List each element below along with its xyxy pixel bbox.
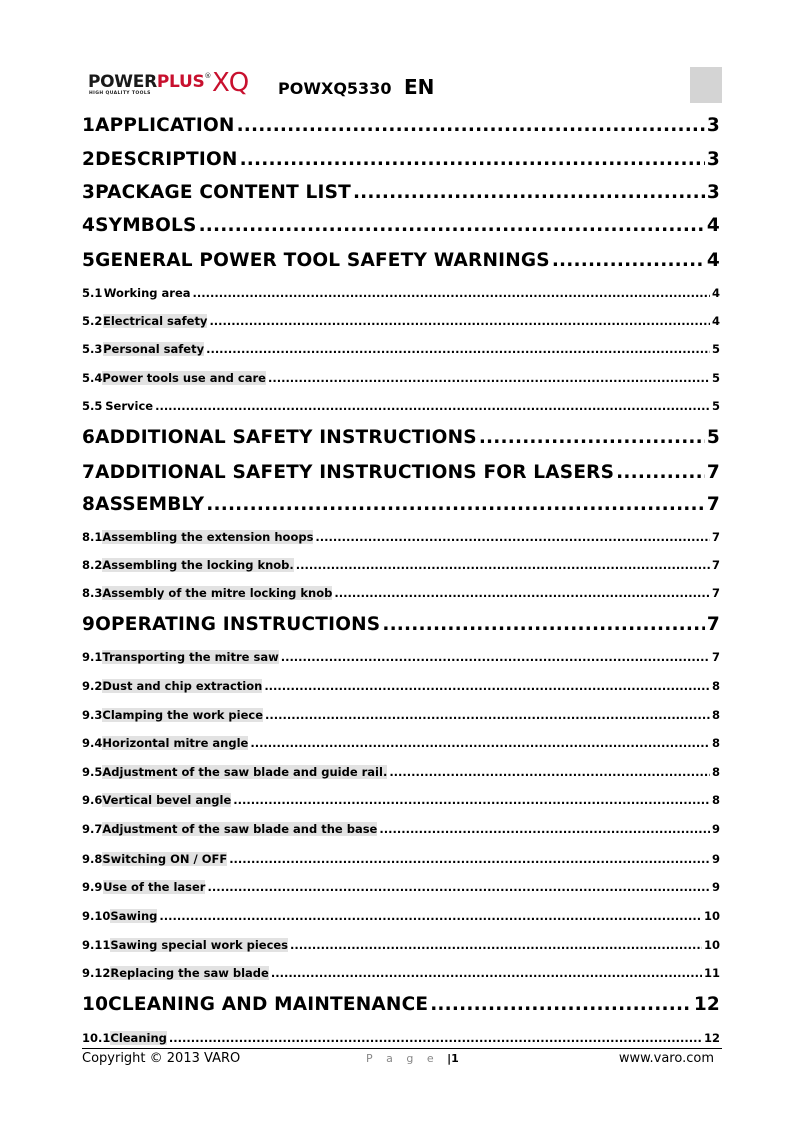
toc-entry-title: Assembling the locking knob. <box>102 558 294 572</box>
toc-dot-leader <box>268 371 710 385</box>
toc-entry-page: 8 <box>711 679 720 693</box>
page-indicator <box>366 1052 459 1065</box>
toc-dot-leader <box>290 938 702 952</box>
toc-entry[interactable] <box>82 614 720 635</box>
toc-entry-page: 3 <box>706 182 720 203</box>
toc-dot-leader <box>237 115 705 136</box>
toc-entry-title: Assembly of the mitre locking knob <box>102 586 333 600</box>
toc-entry-title: OPERATING INSTRUCTIONS <box>95 614 381 635</box>
toc-entry-title: GENERAL POWER TOOL SAFETY WARNINGS <box>95 250 550 271</box>
toc-dot-leader <box>250 736 710 750</box>
toc-entry-title: Replacing the saw blade <box>110 966 269 980</box>
toc-entry-number: 9.12 <box>82 966 111 980</box>
toc-entry[interactable] <box>82 530 720 544</box>
toc-entry-number: 4 <box>82 215 96 236</box>
toc-entry-title: Cleaning <box>110 1031 167 1045</box>
toc-entry-page: 11 <box>703 966 720 980</box>
toc-entry-number: 9.3 <box>82 708 103 722</box>
toc-entry-title: Sawing <box>110 909 158 923</box>
toc-entry-title: Electrical safety <box>102 314 208 328</box>
toc-entry[interactable] <box>82 215 720 236</box>
toc-entry[interactable] <box>82 462 720 483</box>
page-number: 1 <box>451 1052 459 1065</box>
toc-entry[interactable] <box>82 765 720 779</box>
toc-dot-leader <box>155 399 710 413</box>
toc-entry-number: 8.3 <box>82 586 103 600</box>
toc-entry-page: 8 <box>711 708 720 722</box>
toc-entry-title: SYMBOLS <box>95 215 197 236</box>
toc-entry[interactable] <box>82 736 720 750</box>
toc-entry-number: 10 <box>82 994 109 1015</box>
toc-entry-page: 4 <box>706 250 720 271</box>
toc-entry-number: 8.1 <box>82 530 103 544</box>
toc-dot-leader <box>382 614 705 635</box>
toc-dot-leader <box>334 586 710 600</box>
toc-dot-leader <box>552 250 705 271</box>
toc-entry-title: Sawing special work pieces <box>110 938 289 952</box>
toc-entry[interactable] <box>82 427 720 448</box>
toc-dot-leader <box>206 494 705 515</box>
logo-xq-text: XQ <box>212 68 249 98</box>
toc-entry[interactable] <box>82 314 720 328</box>
toc-entry-number: 9.5 <box>82 765 103 779</box>
header-gray-box <box>690 67 722 103</box>
toc-entry-number: 7 <box>82 462 96 483</box>
toc-dot-leader <box>353 182 705 203</box>
toc-entry[interactable] <box>82 149 720 170</box>
toc-entry-page: 7 <box>706 614 720 635</box>
toc-entry-title: Service <box>105 399 154 413</box>
toc-dot-leader <box>169 1031 702 1045</box>
toc-entry-number: 9.6 <box>82 793 103 807</box>
toc-dot-leader <box>315 530 710 544</box>
toc-entry[interactable] <box>82 909 720 923</box>
toc-entry-page: 7 <box>711 558 720 572</box>
toc-entry-number: 9.2 <box>82 679 103 693</box>
toc-entry-number: 6 <box>82 427 96 448</box>
website-url: www.varo.com <box>618 1051 714 1066</box>
toc-entry-page: 7 <box>711 530 720 544</box>
logo-power-text: POWER <box>88 72 157 92</box>
toc-entry-page: 5 <box>711 399 720 413</box>
toc-entry-page: 8 <box>711 736 720 750</box>
toc-entry-title: Horizontal mitre angle <box>102 736 249 750</box>
toc-entry-page: 9 <box>711 880 720 894</box>
toc-dot-leader <box>264 679 710 693</box>
toc-entry-number: 8.2 <box>82 558 103 572</box>
toc-entry-page: 3 <box>706 149 720 170</box>
toc-entry-number: 9.10 <box>82 909 111 923</box>
toc-entry-title: Dust and chip extraction <box>102 679 263 693</box>
toc-entry[interactable] <box>82 494 720 515</box>
toc-entry[interactable] <box>82 250 720 271</box>
toc-entry[interactable] <box>82 822 720 836</box>
toc-entry-page: 9 <box>711 822 720 836</box>
page-label: P a g e <box>366 1052 439 1065</box>
powerplus-logo: POWERPLUS® HIGH QUALITY TOOLS XQ <box>88 68 249 98</box>
toc-entry-title: Use of the laser <box>103 880 206 894</box>
toc-entry-number: 9.7 <box>82 822 103 836</box>
toc-entry-title: Transporting the mitre saw <box>102 650 279 664</box>
toc-entry-page: 7 <box>706 494 720 515</box>
toc-entry-number: 9.8 <box>82 852 103 866</box>
toc-entry-page: 10 <box>703 909 720 923</box>
toc-entry[interactable] <box>82 1031 720 1045</box>
toc-entry-number: 3 <box>82 182 96 203</box>
toc-dot-leader <box>389 765 710 779</box>
toc-entry-title: Switching ON / OFF <box>102 852 228 866</box>
toc-entry[interactable] <box>82 793 720 807</box>
toc-entry-number: 10.1 <box>82 1031 111 1045</box>
toc-entry-title: Adjustment of the saw blade and the base <box>102 822 378 836</box>
toc-dot-leader <box>430 994 692 1015</box>
toc-entry-page: 4 <box>711 286 720 300</box>
toc-entry[interactable] <box>82 558 720 572</box>
toc-entry-page: 7 <box>706 462 720 483</box>
model-number: POWXQ5330 <box>278 79 392 98</box>
toc-dot-leader <box>240 149 705 170</box>
toc-entry-page: 8 <box>711 765 720 779</box>
toc-entry-page: 5 <box>711 342 720 356</box>
toc-entry-title: APPLICATION <box>95 115 235 136</box>
toc-dot-leader <box>281 650 710 664</box>
language-code: EN <box>404 75 435 99</box>
toc-entry-title: Vertical bevel angle <box>102 793 232 807</box>
toc-entry-title: Assembling the extension hoops <box>102 530 314 544</box>
toc-entry-page: 9 <box>711 852 720 866</box>
toc-entry-number: 9.11 <box>82 938 111 952</box>
toc-entry-title: PACKAGE CONTENT LIST <box>95 182 351 203</box>
logo-plus-text: PLUS <box>156 72 205 92</box>
toc-entry-title: Adjustment of the saw blade and guide rail. <box>102 765 388 779</box>
toc-entry[interactable] <box>82 182 720 203</box>
toc-entry-number: 1 <box>82 115 96 136</box>
toc-entry-title: ASSEMBLY <box>95 494 205 515</box>
toc-dot-leader <box>193 286 710 300</box>
page-separator: | <box>447 1052 452 1065</box>
toc-entry-title: ADDITIONAL SAFETY INSTRUCTIONS FOR LASERS <box>95 462 615 483</box>
toc-entry-number: 5.2 <box>82 314 103 328</box>
toc-entry-title: Working area <box>103 286 191 300</box>
toc-entry-page: 3 <box>706 115 720 136</box>
toc-entry-number: 2 <box>82 149 96 170</box>
toc-entry-number: 8 <box>82 494 96 515</box>
toc-entry-number: 9.1 <box>82 650 103 664</box>
toc-dot-leader <box>296 558 710 572</box>
toc-entry[interactable] <box>82 994 720 1015</box>
toc-dot-leader <box>229 852 710 866</box>
toc-entry-title: Power tools use and care <box>102 371 266 385</box>
toc-dot-leader <box>159 909 702 923</box>
logo-tagline: HIGH QUALITY TOOLS <box>89 91 151 96</box>
toc-entry[interactable] <box>82 650 720 664</box>
toc-entry[interactable] <box>82 399 720 413</box>
toc-dot-leader <box>207 880 710 894</box>
toc-entry[interactable] <box>82 371 720 385</box>
toc-entry-page: 12 <box>703 1031 720 1045</box>
toc-entry-page: 10 <box>703 938 720 952</box>
page-footer <box>82 1048 722 1069</box>
toc-entry[interactable] <box>82 586 720 600</box>
toc-entry-title: ADDITIONAL SAFETY INSTRUCTIONS <box>95 427 477 448</box>
toc-entry-number: 5.3 <box>82 342 103 356</box>
toc-entry[interactable] <box>82 966 720 980</box>
toc-entry-title: Clamping the work piece <box>102 708 264 722</box>
toc-entry-number: 5 <box>82 250 96 271</box>
toc-entry-page: 5 <box>706 427 720 448</box>
toc-entry[interactable] <box>82 708 720 722</box>
toc-dot-leader <box>479 427 705 448</box>
page-header <box>82 66 722 104</box>
copyright-text: Copyright © 2013 VARO <box>82 1051 241 1066</box>
toc-dot-leader <box>616 462 705 483</box>
toc-entry-page: 4 <box>711 314 720 328</box>
toc-dot-leader <box>379 822 710 836</box>
toc-entry-title: DESCRIPTION <box>95 149 238 170</box>
toc-entry-number: 5.1 <box>82 286 103 300</box>
toc-entry-title: Personal safety <box>103 342 205 356</box>
toc-dot-leader <box>209 314 710 328</box>
toc-entry[interactable] <box>82 938 720 952</box>
toc-entry[interactable] <box>82 852 720 866</box>
toc-dot-leader <box>199 215 705 236</box>
toc-entry-page: 4 <box>706 215 720 236</box>
toc-dot-leader <box>271 966 702 980</box>
toc-entry-title: CLEANING AND MAINTENANCE <box>108 994 429 1015</box>
toc-entry[interactable] <box>82 679 720 693</box>
toc-entry-number: 5.5 <box>82 399 103 413</box>
toc-entry-page: 7 <box>711 586 720 600</box>
toc-entry-number: 9.4 <box>82 736 103 750</box>
toc-dot-leader <box>206 342 710 356</box>
toc-entry-page: 7 <box>711 650 720 664</box>
toc-entry-page: 12 <box>693 994 720 1015</box>
toc-entry-page: 8 <box>711 793 720 807</box>
toc-entry[interactable] <box>82 286 720 300</box>
toc-entry[interactable] <box>82 342 720 356</box>
toc-entry-number: 9 <box>82 614 96 635</box>
toc-entry[interactable] <box>82 880 720 894</box>
toc-entry-number: 9.9 <box>82 880 103 894</box>
toc-entry-page: 5 <box>711 371 720 385</box>
toc-dot-leader <box>233 793 710 807</box>
toc-dot-leader <box>265 708 710 722</box>
toc-entry-number: 5.4 <box>82 371 103 385</box>
toc-entry[interactable] <box>82 115 720 136</box>
